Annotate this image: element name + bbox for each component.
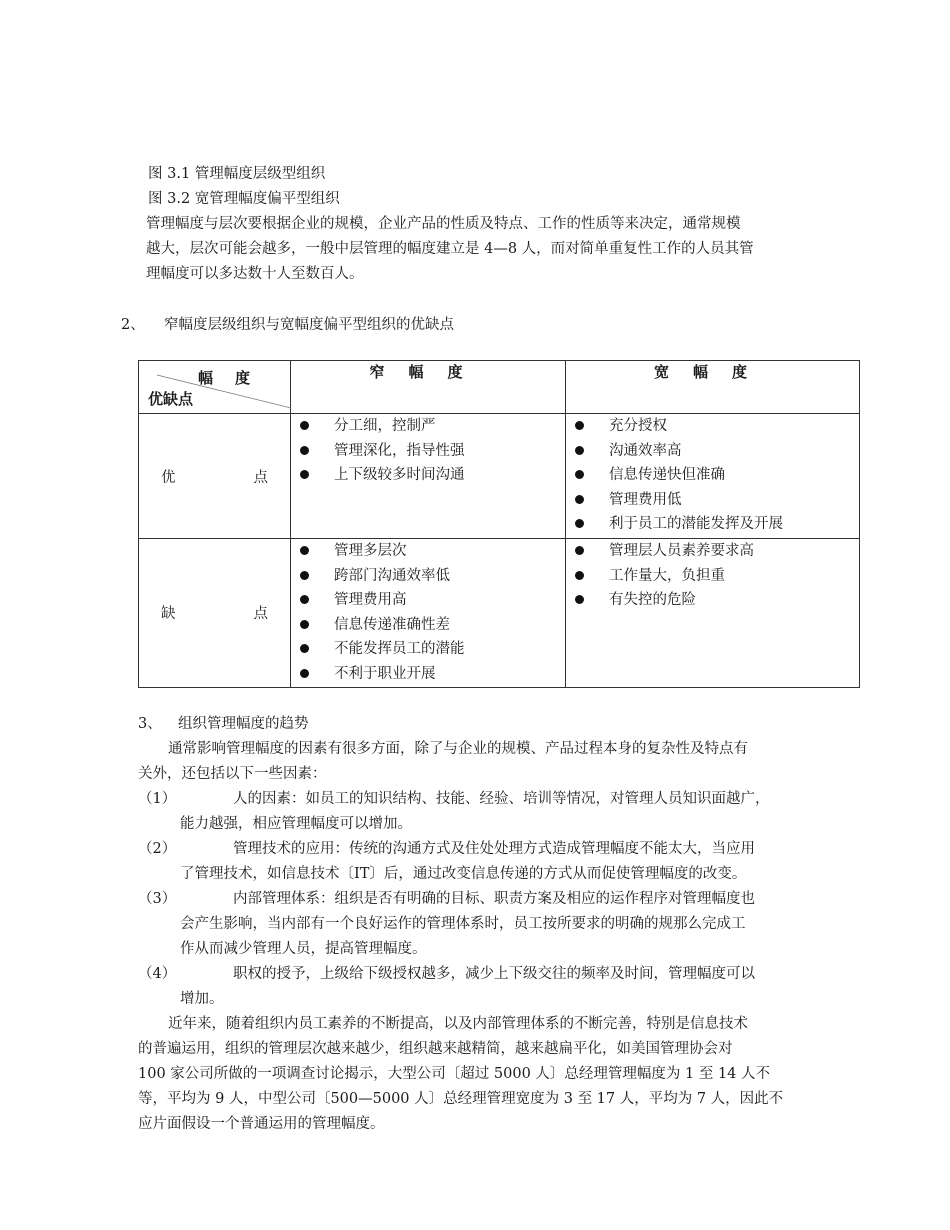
pros-wide-cell bbox=[566, 414, 860, 539]
list-item: 充分授权 bbox=[566, 414, 859, 439]
list-item: 有失控的危险 bbox=[566, 588, 859, 613]
closing-line: 100 家公司所做的一项调查讨论揭示，大型公司〔超过 5000 人〕总经理管理幅度为 1 至 14 人不 bbox=[138, 1066, 771, 1082]
bullet-icon bbox=[300, 470, 309, 479]
bullet-icon bbox=[300, 595, 309, 604]
closing-line: 近年来，随着组织内员工素养的不断提高，以及内部管理体系的不断完善，特别是信息技术 bbox=[168, 1016, 748, 1032]
table-row-pros bbox=[139, 414, 860, 539]
figure-caption-3-2: 图 3.2 宽管理幅度偏平型组织 bbox=[148, 191, 340, 207]
table-header-row bbox=[139, 361, 860, 414]
corner-top-label: 幅度 bbox=[197, 369, 272, 387]
factor-line: 管理技术的应用：传统的沟通方式及住处处理方式造成管理幅度不能太大，当应用 bbox=[233, 841, 755, 857]
row-label-cons: 缺 点 bbox=[139, 539, 291, 688]
intro-line: 理幅度可以多达数十人至数百人。 bbox=[146, 266, 364, 282]
bullet-icon bbox=[300, 669, 309, 678]
bullet-icon bbox=[575, 446, 584, 455]
section3-title: 组织管理幅度的趋势 bbox=[178, 716, 309, 732]
factor-number: （4） bbox=[138, 966, 177, 982]
header-wide: 宽幅度 bbox=[566, 361, 860, 414]
list-item: 分工细，控制严 bbox=[291, 414, 565, 439]
list-item: 上下级较多时间沟通 bbox=[291, 463, 565, 488]
bullet-icon bbox=[300, 446, 309, 455]
list-item: 工作量大，负担重 bbox=[566, 564, 859, 589]
pros-narrow-cell bbox=[291, 414, 566, 539]
list-item: 管理深化，指导性强 bbox=[291, 439, 565, 464]
cons-wide-cell bbox=[566, 539, 860, 688]
list-item: 不能发挥员工的潜能 bbox=[291, 637, 565, 662]
factor-line: 职权的授予，上级给下级授权越多，减少上下级交往的频率及时间，管理幅度可以 bbox=[233, 966, 755, 982]
section2-title: 窄幅度层级组织与宽幅度偏平型组织的优缺点 bbox=[164, 317, 454, 333]
section3-intro-line: 通常影响管理幅度的因素有很多方面，除了与企业的规模、产品过程本身的复杂性及特点有 bbox=[168, 741, 748, 757]
list-item: 跨部门沟通效率低 bbox=[291, 564, 565, 589]
factor-number: （3） bbox=[138, 891, 177, 907]
list-item: 信息传递快但准确 bbox=[566, 463, 859, 488]
bullet-icon bbox=[300, 620, 309, 629]
cons-narrow-cell bbox=[291, 539, 566, 688]
bullet-icon bbox=[575, 571, 584, 580]
table-row-cons bbox=[139, 539, 860, 688]
header-narrow: 窄幅度 bbox=[291, 361, 566, 414]
bullet-icon bbox=[300, 421, 309, 430]
bullet-icon bbox=[300, 571, 309, 580]
bullet-icon bbox=[575, 470, 584, 479]
factor-line: 作从而减少管理人员，提高管理幅度。 bbox=[180, 941, 427, 957]
factor-line: 内部管理体系：组织是否有明确的目标、职责方案及相应的运作程序对管理幅度也 bbox=[233, 891, 755, 907]
factor-number: （2） bbox=[138, 841, 177, 857]
closing-line: 的普遍运用，组织的管理层次越来越少，组织越来越精简，越来越扁平化，如美国管理协会对 bbox=[138, 1041, 733, 1057]
list-item: 管理费用高 bbox=[291, 588, 565, 613]
row-label-pros: 优 点 bbox=[139, 414, 291, 539]
section3-intro-line: 关外，还包括以下一些因素： bbox=[138, 766, 327, 782]
section2-number: 2、 bbox=[121, 317, 145, 333]
factor-line: 人的因素：如员工的知识结构、技能、经验、培训等情况，对管理人员知识面越广， bbox=[233, 791, 770, 807]
list-item: 不利于职业开展 bbox=[291, 662, 565, 687]
bullet-icon bbox=[575, 495, 584, 504]
bullet-icon bbox=[575, 519, 584, 528]
list-item: 管理费用低 bbox=[566, 488, 859, 513]
corner-cell bbox=[139, 361, 291, 414]
bullet-icon bbox=[300, 644, 309, 653]
factor-number: （1） bbox=[138, 791, 177, 807]
bullet-icon bbox=[300, 546, 309, 555]
intro-line: 越大，层次可能会越多，一般中层管理的幅度建立是 4—8 人，而对简单重复性工作的人员其管 bbox=[146, 241, 754, 257]
intro-line: 管理幅度与层次要根据企业的规模，企业产品的性质及特点、工作的性质等来决定，通常规模 bbox=[146, 216, 741, 232]
closing-line: 应片面假设一个普通运用的管理幅度。 bbox=[138, 1116, 385, 1132]
factor-line: 会产生影响，当内部有一个良好运作的管理体系时，员工按所要求的明确的规那么完成工 bbox=[180, 916, 746, 932]
corner-bottom-label: 优缺点 bbox=[148, 390, 194, 408]
comparison-table bbox=[138, 360, 860, 688]
list-item: 沟通效率高 bbox=[566, 439, 859, 464]
closing-line: 等，平均为 9 人，中型公司〔500—5000 人〕总经理管理宽度为 3 至 17 人，平均为 7 人，因此不 bbox=[138, 1091, 784, 1107]
bullet-icon bbox=[575, 546, 584, 555]
factor-line: 能力越强，相应管理幅度可以增加。 bbox=[180, 816, 412, 832]
bullet-icon bbox=[575, 595, 584, 604]
bullet-icon bbox=[575, 421, 584, 430]
figure-caption-3-1: 图 3.1 管理幅度层级型组织 bbox=[148, 166, 326, 182]
list-item: 管理多层次 bbox=[291, 539, 565, 564]
factor-line: 了管理技术，如信息技术〔IT〕后，通过改变信息传递的方式从而促使管理幅度的改变。 bbox=[180, 866, 747, 882]
list-item: 信息传递准确性差 bbox=[291, 613, 565, 638]
list-item: 利于员工的潜能发挥及开展 bbox=[566, 512, 859, 537]
section3-number: 3、 bbox=[138, 716, 162, 732]
list-item: 管理层人员素养要求高 bbox=[566, 539, 859, 564]
factor-line: 增加。 bbox=[180, 991, 224, 1007]
